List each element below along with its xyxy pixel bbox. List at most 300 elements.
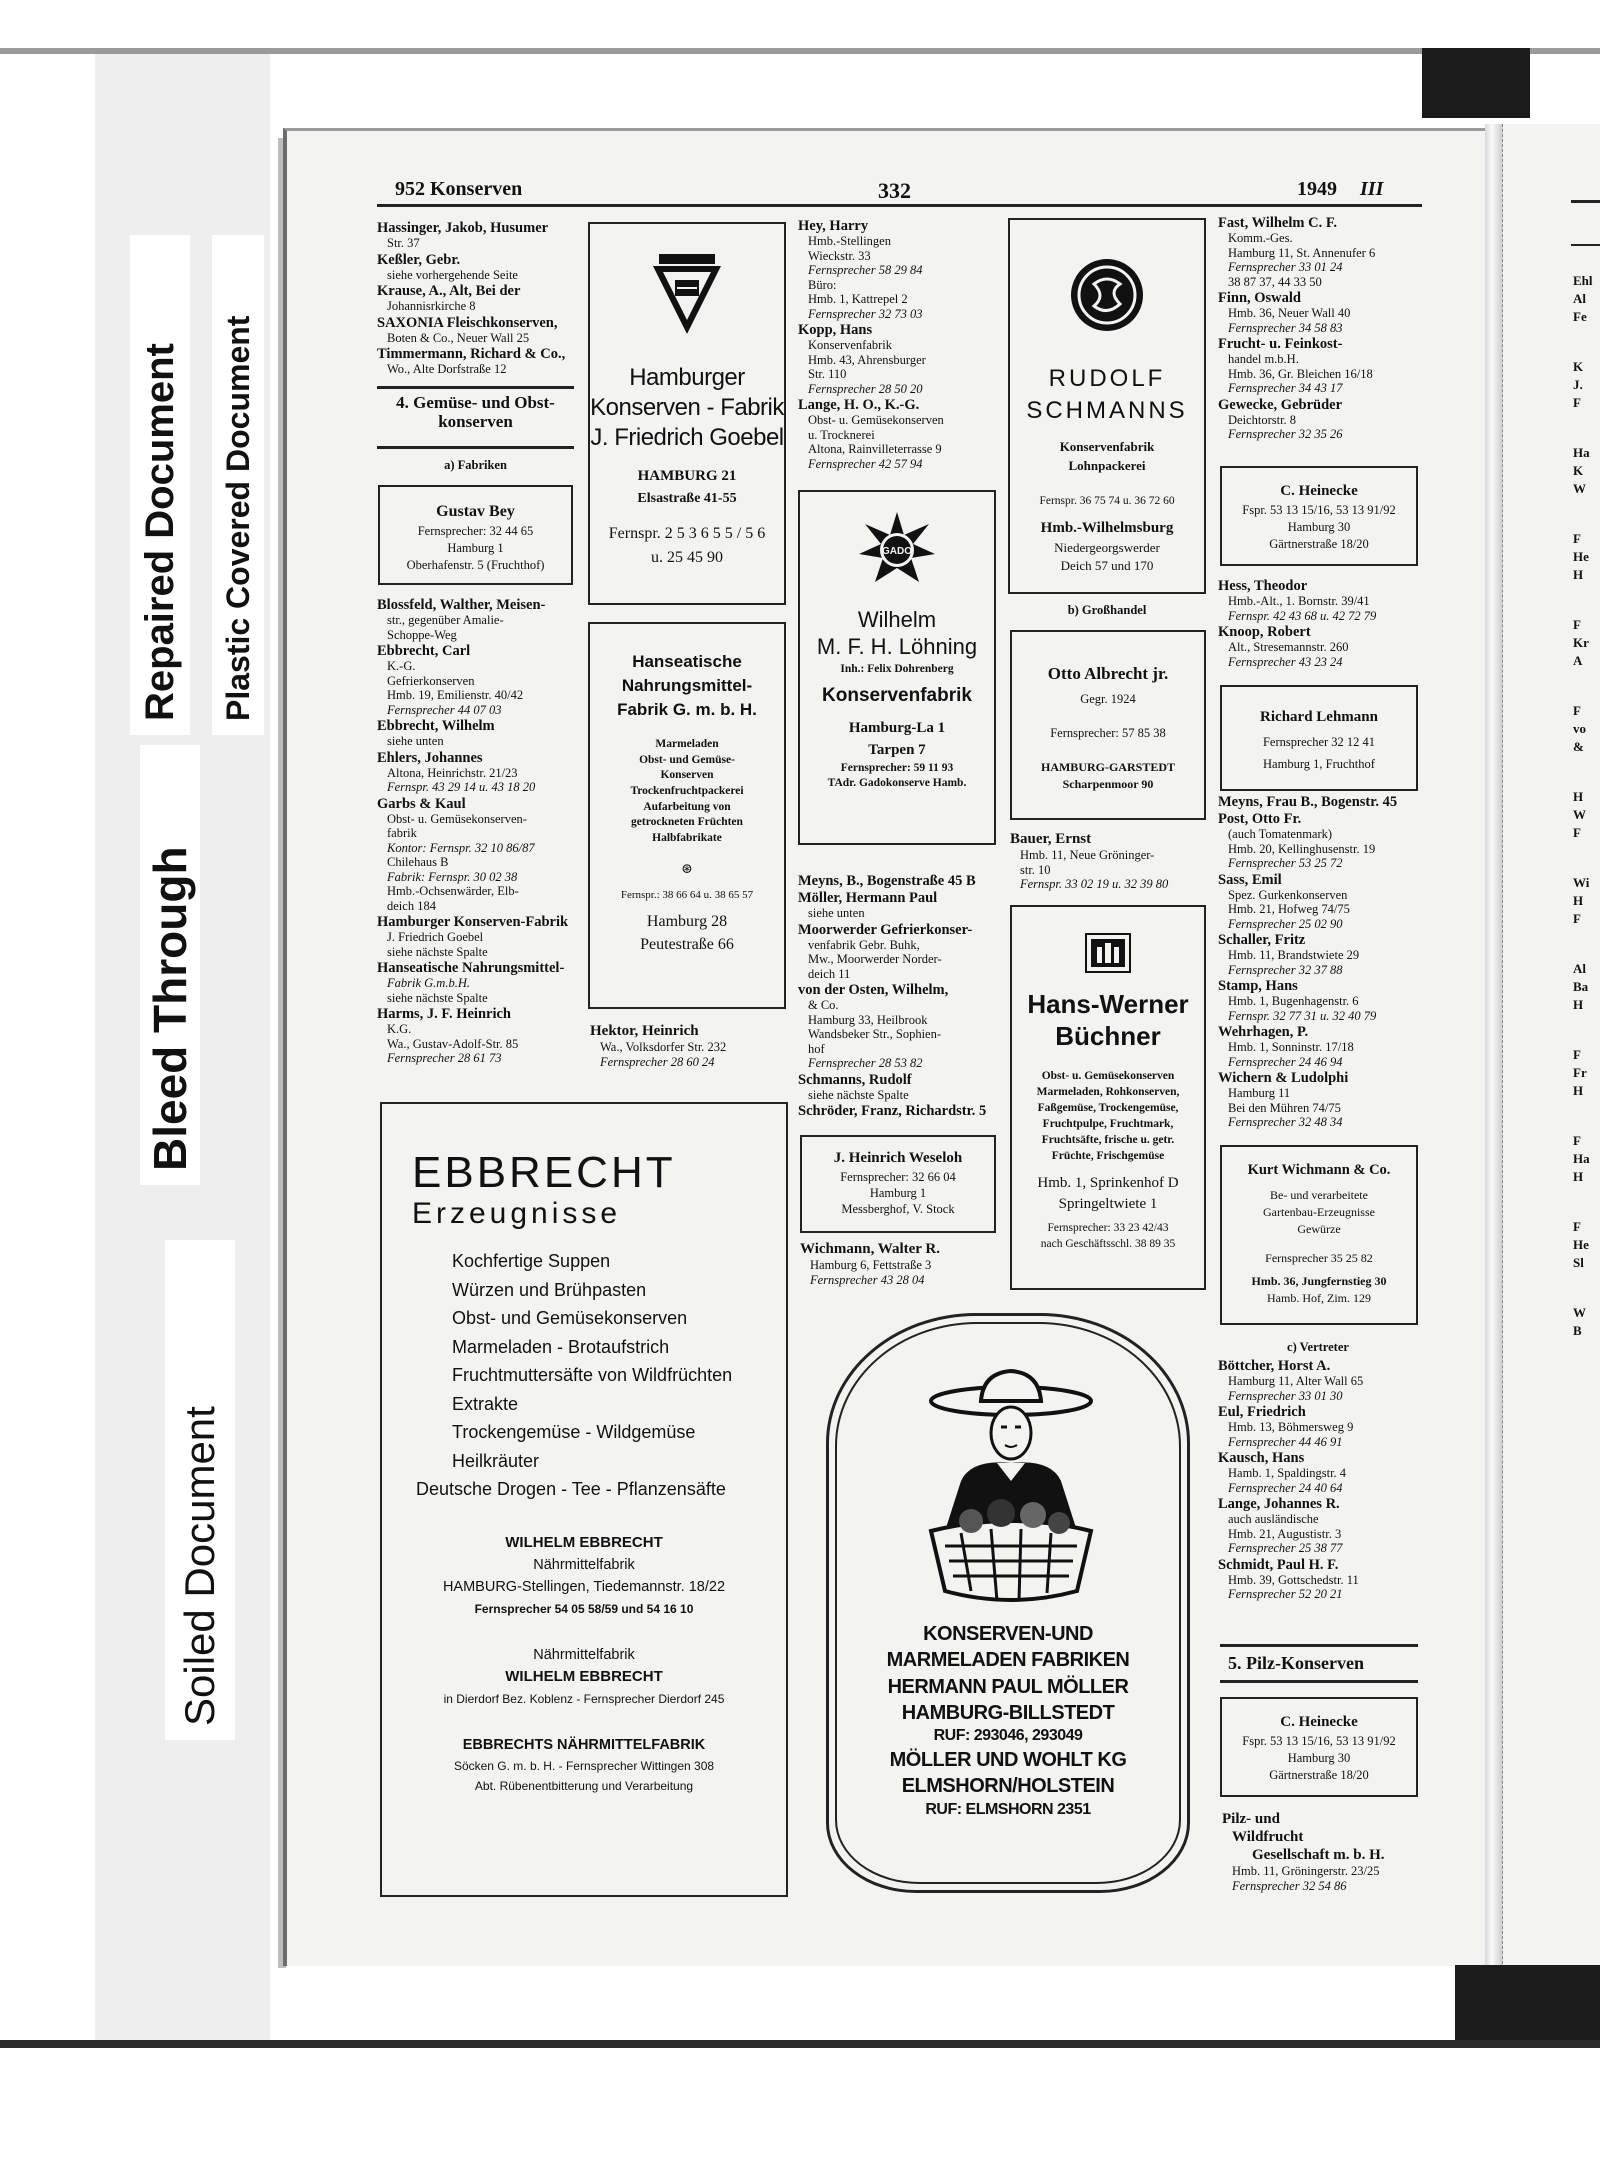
entry-name: Möller, Hermann Paul — [798, 890, 938, 906]
ebbrecht-company-1-address: HAMBURG-Stellingen, Tiedemannstr. 18/22 — [442, 1578, 726, 1595]
entry-line: Wa., Gustav-Adolf-Str. 85 — [387, 1036, 519, 1051]
entry-name: Hey, Harry — [798, 218, 869, 234]
directory-entry — [1218, 1024, 1422, 1069]
buechner-line1: Hans-Werner — [1027, 989, 1189, 1019]
entry-line: u. Trocknerei — [808, 427, 875, 442]
entry-line: Hamburg 11, St. Annenufer 6 — [1228, 245, 1376, 260]
running-head-year: 1949 — [1297, 178, 1337, 200]
entry-line: Büro: — [808, 277, 837, 292]
entry-line: Hmb. 13, Böhmersweg 9 — [1228, 1420, 1354, 1434]
heinecke-phone: Fspr. 53 13 15/16, 53 13 91/92 — [1242, 503, 1396, 517]
entry-line: Fernsprecher 44 46 91 — [1228, 1434, 1343, 1449]
col3-entries-2 — [798, 873, 998, 1120]
buechner-line2: Büchner — [1055, 1021, 1161, 1051]
buechner-product-6: Früchte, Frischgemüse — [1051, 1150, 1165, 1162]
running-head-mark: III — [1360, 178, 1384, 200]
entry-line: 38 87 37, 44 33 50 — [1228, 274, 1322, 289]
entry-name: Kausch, Hans — [1218, 1450, 1305, 1466]
ebbrecht-company-1-type: Nährmittelfabrik — [533, 1556, 635, 1573]
entry-line: Fernsprecher 44 07 03 — [387, 702, 502, 717]
hanse-address: Peutestraße 66 — [640, 936, 734, 953]
lehmann-name: Richard Lehmann — [1260, 709, 1378, 725]
moeller-phone-2: RUF: ELMSHORN 2351 — [925, 1801, 1091, 1818]
ad-loehning — [798, 490, 996, 845]
entry-line: Fernsprecher 53 25 72 — [1228, 856, 1343, 870]
entry-line: Hamburg 11 — [1228, 1086, 1291, 1100]
label-plastic-covered-document: Plastic Covered Document — [212, 235, 264, 735]
schmanns-city: Hmb.-Wilhelmsburg — [1040, 520, 1174, 536]
section-rule — [1220, 1680, 1418, 1683]
next-page-fragment-text: K — [1573, 359, 1584, 374]
albrecht-name: Otto Albrecht jr. — [1047, 664, 1169, 683]
loehning-telegram: TAdr. Gadokonserve Hamb. — [827, 777, 967, 789]
entry-line: Hamburg 33, Heilbrook — [808, 1012, 928, 1027]
entry-name: Wichern & Ludolphi — [1218, 1070, 1349, 1086]
directory-entry — [377, 914, 577, 959]
moeller-line1: KONSERVEN-UND — [923, 1623, 1093, 1645]
hanse-product-3: Konserven — [660, 769, 714, 781]
directory-entry — [1218, 932, 1422, 977]
entry-line: deich 11 — [808, 966, 851, 981]
buechner-address-2: Springeltwiete 1 — [1058, 1196, 1158, 1212]
directory-entry — [1218, 215, 1422, 289]
section-title-gemuese: 4. Gemüse- und Obst-konserven — [396, 393, 555, 431]
running-head-left: 952 Konserven — [395, 178, 523, 200]
ad-weseloh — [800, 1135, 996, 1233]
schmanns-seal-logo-icon — [1068, 256, 1146, 334]
entry-line: Hmb. 11, Brandstwiete 29 — [1228, 948, 1360, 962]
next-page-fragment-text: & — [1573, 739, 1584, 754]
schmanns-line1: RUDOLF — [1048, 365, 1166, 392]
next-page-fragment-text: He — [1573, 549, 1589, 564]
hanse-phone: Fernspr.: 38 66 64 u. 38 65 57 — [620, 889, 754, 901]
next-page-fragment-text: F — [1573, 703, 1581, 718]
hanse-product-7: Halbfabrikate — [652, 832, 722, 844]
subsection-fabriken: a) Fabriken — [444, 458, 507, 472]
heinecke2-name: C. Heinecke — [1280, 1714, 1358, 1730]
entry-line: K.-G. — [387, 659, 416, 673]
ebbrecht-product-list — [382, 1247, 786, 1504]
entry-line: hof — [808, 1041, 825, 1056]
bey-phone: Fernsprecher: 32 44 65 — [417, 524, 534, 538]
directory-entry — [1218, 811, 1422, 871]
ebbrecht-subtitle: Erzeugnisse — [412, 1197, 622, 1230]
moeller-line4: HAMBURG-BILLSTEDT — [901, 1702, 1115, 1724]
entry-line: Fernsprecher 34 43 17 — [1228, 381, 1343, 395]
scan-corner-bottom-right — [1455, 1965, 1600, 2043]
hektor-line1: Wa., Volksdorfer Str. 232 — [600, 1040, 727, 1054]
next-page-fragment-text: H — [1573, 997, 1584, 1012]
entry-line: Fernsprecher 25 38 77 — [1228, 1541, 1343, 1555]
ebbrecht-product: Deutsche Drogen - Tee - Pflanzensäfte — [416, 1479, 726, 1499]
lehmann-phone: Fernsprecher 32 12 41 — [1262, 735, 1376, 749]
section-rule — [377, 386, 574, 389]
hanse-product-6: getrockneten Früchten — [631, 816, 743, 828]
ad-moeller — [826, 1313, 1190, 1893]
hanse-line3: Fabrik G. m. b. H. — [617, 700, 757, 719]
heinecke2-phone: Fspr. 53 13 15/16, 53 13 91/92 — [1242, 1734, 1396, 1748]
directory-entry — [377, 252, 577, 283]
bey-city: Hamburg 1 — [447, 541, 504, 555]
entry-line: Bei den Mühren 74/75 — [1228, 1100, 1341, 1115]
entry-line: venfabrik Gebr. Buhk, — [808, 937, 920, 952]
entry-line: K.G. — [387, 1022, 412, 1036]
goebel-city: HAMBURG 21 — [637, 468, 737, 484]
moeller-line6: MÖLLER UND WOHLT KG — [889, 1749, 1127, 1771]
scan-bottom-edge — [0, 2040, 1600, 2048]
entry-line: siehe unten — [808, 906, 865, 920]
entry-line: fabrik — [387, 826, 417, 840]
scan-corner-top-right — [1422, 48, 1530, 118]
directory-entry — [798, 322, 998, 396]
entry-line: Fernsprecher 42 57 94 — [808, 456, 923, 471]
entry-line: Alt., Stresemannstr. 260 — [1228, 640, 1349, 654]
entry-line: Fernsprecher 32 37 88 — [1228, 962, 1343, 977]
next-page-fragment-text: H — [1573, 567, 1584, 582]
entry-name: Meyns, Frau B., Bogenstr. 45 — [1218, 794, 1398, 810]
hanse-line2: Nahrungsmittel- — [621, 676, 753, 695]
ad-kurt-wichmann — [1220, 1145, 1418, 1325]
albrecht-address: Scharpenmoor 90 — [1062, 777, 1154, 791]
entry-name: Blossfeld, Walther, Meisen- — [377, 597, 546, 613]
directory-entry — [1218, 1070, 1422, 1130]
entry-line: siehe vorhergehende Seite — [387, 267, 518, 282]
buechner-product-4: Fruchtpulpe, Fruchtmark, — [1042, 1118, 1174, 1130]
page-number: 332 — [878, 178, 911, 203]
entry-name: Moorwerder Gefrierkonser- — [798, 921, 973, 938]
entry-line: Obst- u. Gemüsekonserven — [808, 413, 944, 427]
loehning-line4: Konservenfabrik — [822, 685, 972, 706]
entry-line: Hamburg 11, Alter Wall 65 — [1228, 1374, 1364, 1388]
directory-entry — [798, 982, 998, 1071]
entry-line: Hmb. 19, Emilienstr. 40/42 — [387, 688, 524, 702]
col5-entries-3 — [1218, 794, 1422, 1131]
ornament-icon: ⊛ — [681, 862, 693, 877]
entry-line: handel m.b.H. — [1228, 352, 1299, 366]
col5-entries — [1218, 215, 1422, 443]
entry-name: Harms, J. F. Heinrich — [377, 1006, 511, 1022]
buechner-product-5: Fruchtsäfte, frische u. getr. — [1041, 1134, 1175, 1146]
entry-line: siehe nächste Spalte — [387, 990, 488, 1005]
entry-line: Fernsprecher 28 50 20 — [808, 381, 923, 396]
schmanns-address-2: Deich 57 und 170 — [1060, 558, 1154, 573]
next-page-fragment-text: He — [1573, 1237, 1589, 1252]
entry-line: Fernsprecher 24 46 94 — [1228, 1054, 1343, 1069]
next-page-fragment-text: Fr — [1573, 1065, 1587, 1080]
entry-line: Komm.-Ges. — [1228, 231, 1293, 245]
entry-name: Post, Otto Fr. — [1218, 811, 1302, 827]
entry-line: Fabrik: Fernspr. 30 02 38 — [387, 869, 518, 884]
directory-entry — [377, 960, 577, 1005]
loehning-owner: Inh.: Felix Dohrenberg — [840, 663, 954, 675]
buechner-product-2: Marmeladen, Rohkonserven, — [1036, 1086, 1180, 1098]
kwichmann-line3: Gewürze — [1297, 1222, 1341, 1236]
directory-entry — [798, 218, 998, 321]
ad-heinecke — [1220, 466, 1418, 566]
ebbrecht-product: Fruchtmuttersäfte von Wildfrüchten — [452, 1365, 733, 1385]
entry-line: Fernsprecher 28 61 73 — [387, 1051, 502, 1065]
weseloh-address: Messberghof, V. Stock — [841, 1202, 955, 1216]
entry-line: Fernsprecher 32 48 34 — [1228, 1115, 1343, 1129]
ebbrecht-company-3-address: Söcken G. m. b. H. - Fernsprecher Wittingen 308 — [453, 1758, 715, 1773]
entry-name: Schaller, Fritz — [1218, 932, 1306, 948]
heinecke-address: Gärtnerstraße 18/20 — [1269, 537, 1369, 551]
entry-name: Knoop, Robert — [1218, 624, 1311, 640]
ebbrecht-company-2: WILHELM EBBRECHT — [505, 1667, 663, 1685]
wichmann-line1: Hamburg 6, Fettstraße 3 — [810, 1258, 932, 1272]
weseloh-city: Hamburg 1 — [869, 1186, 927, 1200]
next-page-fragment-text: Ha — [1573, 1151, 1590, 1166]
directory-entry — [798, 873, 998, 889]
ad-gustav-bey — [378, 485, 573, 585]
ad-heinecke-pilz — [1220, 1697, 1418, 1797]
woman-with-basket-illustration-icon — [901, 1361, 1121, 1616]
pilz-line2: Gesellschaft m. b. H. — [1252, 1847, 1385, 1863]
entry-line: siehe unten — [387, 734, 444, 748]
entry-name: Schröder, Franz, Richardstr. 5 — [798, 1103, 987, 1119]
wichmann-name: Wichmann, Walter R. — [800, 1241, 941, 1257]
entry-name: SAXONIA Fleischkonserven, — [377, 314, 558, 331]
next-page-fragment-text: W — [1573, 481, 1586, 496]
entry-line: Fernsprecher 25 02 90 — [1228, 916, 1343, 931]
next-page-fragment-text: F — [1573, 617, 1581, 632]
bauer-line2: str. 10 — [1020, 862, 1051, 877]
next-page-fragment-text: H — [1573, 1083, 1584, 1098]
directory-entry — [798, 397, 998, 471]
kwichmann-name: Kurt Wichmann & Co. — [1247, 1162, 1391, 1178]
entry-name: Ebbrecht, Wilhelm — [377, 718, 495, 734]
entry-line: Fernsprecher 32 35 26 — [1228, 427, 1343, 441]
loehning-line2: M. F. H. Löhning — [816, 634, 978, 659]
bauer-line1: Hmb. 11, Neue Gröninger- — [1020, 848, 1155, 862]
lehmann-address: Hamburg 1, Fruchthof — [1263, 757, 1375, 771]
entry-hektor — [590, 1022, 790, 1069]
entry-line: Fernsprecher 34 58 83 — [1228, 320, 1343, 335]
entry-line: Mw., Moorwerder Norder- — [808, 952, 942, 966]
label-repaired-document: Repaired Document — [130, 235, 190, 735]
entry-name: Ehlers, Johannes — [377, 749, 483, 766]
goebel-phone-2: u. 25 45 90 — [651, 549, 723, 566]
directory-entry — [377, 796, 577, 914]
entry-name: Hess, Theodor — [1218, 578, 1308, 594]
entry-line: Spez. Gurkenkonserven — [1228, 887, 1348, 902]
weseloh-name: J. Heinrich Weseloh — [833, 1150, 963, 1166]
ad-ebbrecht — [380, 1102, 788, 1897]
entry-line: Hmb. 1, Kattrepel 2 — [808, 292, 908, 306]
schmanns-line4: Lohnpackerei — [1068, 458, 1146, 473]
entry-line: Fernsprecher 33 01 24 — [1228, 260, 1343, 274]
ebbrecht-company-3-dept: Abt. Rübenentbitterung und Verarbeitung — [474, 1778, 694, 1793]
ebbrecht-product: Würzen und Brühpasten — [452, 1279, 647, 1300]
moeller-line3: HERMANN PAUL MÖLLER — [887, 1676, 1129, 1698]
entry-line: Hmb. 43, Ahrensburger — [808, 352, 926, 367]
next-page-fragment-text: Al — [1573, 961, 1586, 976]
next-page-fragment-text: F — [1573, 531, 1581, 546]
kwichmann-phone: Fernsprecher 35 25 82 — [1265, 1251, 1373, 1265]
entry-line: Wieckstr. 33 — [808, 248, 871, 263]
entry-line: Wo., Alte Dorfstraße 12 — [387, 362, 507, 376]
pilz-line4: Fernsprecher 32 54 86 — [1232, 1878, 1347, 1893]
bauer-name: Bauer, Ernst — [1010, 831, 1092, 847]
albrecht-founded: Gegr. 1924 — [1080, 692, 1136, 706]
section-title-pilz: 5. Pilz-Konserven — [1228, 1653, 1364, 1673]
directory-entry — [377, 597, 577, 642]
entry-line: Hamb. 1, Spaldingstr. 4 — [1228, 1466, 1347, 1480]
next-page-fragment-text: F — [1573, 395, 1581, 410]
col5-entries-4 — [1218, 1358, 1422, 1603]
next-page-fragment-text: Ehl — [1573, 273, 1593, 288]
directory-entry — [377, 346, 577, 377]
ad-lehmann — [1220, 685, 1418, 791]
hanse-line1: Hanseatische — [632, 652, 742, 671]
entry-line: Str. 110 — [808, 367, 847, 381]
loehning-line1: Wilhelm — [857, 607, 937, 632]
moeller-line2: MARMELADEN FABRIKEN — [886, 1649, 1130, 1671]
entry-line: Hmb.-Ochsenwärder, Elb- — [387, 884, 519, 898]
entry-line: str., gegenüber Amalie- — [387, 613, 504, 627]
directory-entry — [1218, 290, 1422, 335]
next-page-fragment-text: Al — [1573, 291, 1586, 306]
entry-name: Lange, Johannes R. — [1218, 1496, 1340, 1512]
entry-name: Timmermann, Richard & Co., — [377, 346, 566, 362]
hanse-product-4: Trockenfruchtpackerei — [630, 785, 744, 797]
next-page-fragment-text: Ha — [1573, 445, 1590, 460]
entry-name: Böttcher, Horst A. — [1218, 1358, 1331, 1374]
entry-line: Hmb. 21, Augustistr. 3 — [1228, 1526, 1342, 1541]
next-page-rule — [1571, 200, 1600, 203]
entry-line: Hmb. 36, Gr. Bleichen 16/18 — [1228, 366, 1373, 381]
loehning-phone: Fernsprecher: 59 11 93 — [840, 762, 954, 774]
entry-line: Johannisrkirche 8 — [387, 299, 476, 313]
entry-line: Hmb.-Alt., 1. Bornstr. 39/41 — [1228, 594, 1370, 608]
hamburg-flag-icon — [1085, 933, 1131, 973]
entry-name: Schmanns, Rudolf — [798, 1071, 912, 1088]
entry-line: Fernspr. 43 29 14 u. 43 18 20 — [387, 780, 536, 794]
entry-line: deich 184 — [387, 898, 436, 913]
schmanns-phone: Fernspr. 36 75 74 u. 36 72 60 — [1039, 495, 1175, 507]
entry-line: Fernspr. 42 43 68 u. 42 72 79 — [1228, 608, 1377, 623]
entry-line: Altona, Heinrichstr. 21/23 — [387, 765, 518, 780]
next-page-fragment-text: Sl — [1573, 1255, 1584, 1270]
ad-albrecht — [1010, 630, 1206, 820]
directory-entry — [1218, 397, 1422, 442]
entry-name: Keßler, Gebr. — [377, 251, 461, 268]
entry-line: Fernsprecher 24 40 64 — [1228, 1480, 1343, 1495]
next-page-fragment-text: Wi — [1573, 875, 1590, 890]
goebel-address: Elsastraße 41-55 — [637, 491, 737, 506]
entry-line: Konservenfabrik — [808, 338, 892, 352]
schmanns-address-1: Niedergeorgswerder — [1054, 540, 1160, 555]
bey-name: Gustav Bey — [436, 503, 515, 520]
next-page-fragment-text: H — [1573, 893, 1584, 908]
ebbrecht-company-1: WILHELM EBBRECHT — [505, 1533, 663, 1551]
entry-name: Eul, Friedrich — [1218, 1404, 1306, 1420]
gado-star-logo-icon — [857, 510, 937, 590]
kwichmann-line2: Gartenbau-Erzeugnisse — [1263, 1205, 1375, 1219]
goebel-line1: Hamburger — [629, 364, 745, 391]
entry-name: Hassinger, Jakob, Husumer — [377, 220, 549, 236]
entry-line: J. Friedrich Goebel — [387, 930, 484, 944]
entry-wichmann-walter — [800, 1240, 1000, 1287]
entry-line: Hmb. 20, Kellinghusenstr. 19 — [1228, 841, 1376, 856]
directory-entry — [377, 1006, 577, 1066]
entry-line: Hmb. 36, Neuer Wall 40 — [1228, 306, 1351, 320]
ad-goebel — [588, 222, 786, 605]
entry-name: Krause, A., Alt, Bei der — [377, 283, 521, 299]
entry-line: Deichtorstr. 8 — [1228, 412, 1297, 427]
entry-line: Boten & Co., Neuer Wall 25 — [387, 330, 530, 345]
header-rule — [377, 204, 1422, 207]
goebel-logo-icon — [647, 250, 727, 340]
entry-name: Ebbrecht, Carl — [377, 643, 471, 659]
buechner-product-1: Obst- u. Gemüsekonserven — [1041, 1070, 1175, 1082]
section-rule — [1220, 1644, 1418, 1647]
bauer-line3: Fernspr. 33 02 19 u. 32 39 80 — [1020, 877, 1169, 891]
entry-line: Wandsbeker Str., Sophien- — [808, 1027, 942, 1041]
ebbrecht-title: EBBRECHT — [412, 1148, 676, 1197]
entry-line: Kontor: Fernspr. 32 10 86/87 — [387, 840, 535, 855]
next-page-fragment-text: W — [1573, 807, 1586, 822]
heinecke2-address: Gärtnerstraße 18/20 — [1269, 1768, 1369, 1782]
entry-name: Meyns, B., Bogenstraße 45 B — [798, 873, 976, 889]
hanse-product-2: Obst- und Gemüse- — [639, 754, 735, 766]
entry-line: Hmb. 1, Bugenhagenstr. 6 — [1228, 994, 1359, 1008]
next-page-fragment-text: F — [1573, 911, 1581, 926]
ebbrecht-product: Obst- und Gemüsekonserven — [452, 1308, 688, 1328]
entry-line: Hmb. 39, Gottschedstr. 11 — [1228, 1572, 1359, 1587]
entry-line: Fabrik G.m.b.H. — [387, 976, 470, 990]
section-rule — [377, 446, 574, 449]
entry-name: Kopp, Hans — [798, 322, 873, 338]
ebbrecht-company-2-type: Nährmittelfabrik — [533, 1646, 635, 1663]
next-page-fragment-text: F — [1573, 1219, 1581, 1234]
entry-line: Gefrierkonserven — [387, 673, 475, 688]
pilz-name: Pilz- und — [1222, 1811, 1280, 1827]
directory-entry — [798, 922, 998, 982]
entry-line: Str. 37 — [387, 236, 420, 250]
directory-entry — [377, 718, 577, 749]
entry-line: Altona, Rainvilleterrasse 9 — [808, 442, 942, 456]
ad-hanseatische — [588, 622, 786, 1009]
next-page-fragment-text: H — [1573, 789, 1584, 804]
ebbrecht-company-1-phone: Fernsprecher 54 05 58/59 und 54 16 10 — [474, 1601, 694, 1616]
subsection-vertreter: c) Vertreter — [1287, 1340, 1349, 1354]
hanse-product-5: Aufarbeitung von — [643, 801, 731, 813]
next-page-fragment — [1503, 124, 1600, 1969]
entry-name: Hanseatische Nahrungsmittel- — [377, 960, 565, 976]
directory-entry — [798, 890, 998, 921]
next-page-rule — [1571, 244, 1600, 246]
entry-name: Fast, Wilhelm C. F. — [1218, 215, 1337, 231]
directory-entry — [377, 643, 577, 717]
bey-address: Oberhafenstr. 5 (Fruchthof) — [406, 558, 545, 572]
entry-line: Fernsprecher 43 23 24 — [1228, 654, 1343, 669]
entry-name: Wehrhagen, P. — [1218, 1024, 1309, 1040]
buechner-phone-2: nach Geschäftsschl. 38 89 35 — [1040, 1238, 1176, 1250]
directory-entry — [1218, 872, 1422, 932]
hektor-line2: Fernsprecher 28 60 24 — [600, 1054, 715, 1069]
directory-entry — [1218, 1557, 1422, 1602]
entry-line: Obst- u. Gemüsekonserven- — [387, 811, 527, 826]
directory-entry — [798, 1072, 998, 1103]
directory-entry — [377, 283, 577, 314]
hanse-product-1: Marmeladen — [655, 738, 719, 750]
label-soiled-document: Soiled Document — [165, 1240, 235, 1740]
entry-line: Hmb. 1, Sonninstr. 17/18 — [1228, 1040, 1354, 1054]
entry-line: Fernsprecher 33 01 30 — [1228, 1388, 1343, 1403]
entry-line: Fernsprecher 32 73 03 — [808, 306, 923, 321]
next-page-fragment-text: W — [1573, 1305, 1586, 1320]
